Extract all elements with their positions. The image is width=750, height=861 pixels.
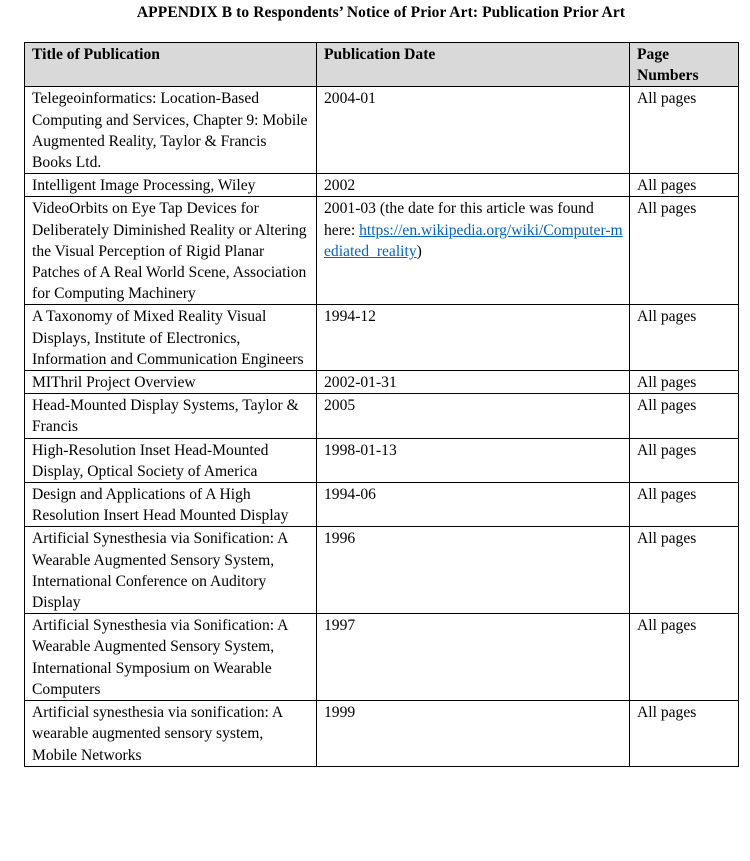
publication-date-cell: 1994-06 <box>317 483 630 527</box>
publication-title-cell: VideoOrbits on Eye Tap Devices for Deliberately Diminished Reality or Altering the Visual Perception of Rigid Planar Patches of A Real World Scene, Association for Computing Machinery <box>25 197 317 305</box>
publication-title-cell: A Taxonomy of Mixed Reality Visual Displays, Institute of Electronics, Information and Communication Engineers <box>25 305 317 371</box>
table-row <box>25 701 739 767</box>
table-row <box>25 394 739 438</box>
publication-date-cell: 2005 <box>317 394 630 438</box>
page-numbers-cell: All pages <box>630 197 739 305</box>
publication-date-cell: 1996 <box>317 527 630 614</box>
table-row <box>25 305 739 371</box>
publication-title-cell: High-Resolution Inset Head-Mounted Display, Optical Society of America <box>25 438 317 482</box>
publication-title-cell: MIThril Project Overview <box>25 371 317 394</box>
publication-date-cell: 1998-01-13 <box>317 438 630 482</box>
publication-title-cell: Artificial Synesthesia via Sonification: A Wearable Augmented Sensory System, International Conference on Auditory Display <box>25 527 317 614</box>
column-header-date: Publication Date <box>317 43 630 87</box>
page-numbers-cell: All pages <box>630 438 739 482</box>
table-row <box>25 174 739 197</box>
publication-date-cell: 1994-12 <box>317 305 630 371</box>
column-header-title: Title of Publication <box>25 43 317 87</box>
publication-date-cell: 2004-01 <box>317 87 630 174</box>
table-row <box>25 197 739 305</box>
publication-date-cell <box>317 197 630 305</box>
table-row <box>25 438 739 482</box>
publication-title-cell: Intelligent Image Processing, Wiley <box>25 174 317 197</box>
table-header-row <box>25 43 739 87</box>
publication-title-cell: Head-Mounted Display Systems, Taylor & Francis <box>25 394 317 438</box>
page-numbers-cell: All pages <box>630 305 739 371</box>
wikipedia-source-link[interactable]: https://en.wikipedia.org/wiki/Computer-mediated_reality <box>324 221 623 260</box>
table-row <box>25 371 739 394</box>
prior-art-table <box>24 42 739 767</box>
publication-date-cell: 1999 <box>317 701 630 767</box>
table-row <box>25 483 739 527</box>
page-title: APPENDIX B to Respondents’ Notice of Prior Art: Publication Prior Art <box>136 4 626 21</box>
page-numbers-cell: All pages <box>630 701 739 767</box>
page-numbers-cell: All pages <box>630 614 739 701</box>
page-numbers-cell: All pages <box>630 527 739 614</box>
publication-title-cell: Artificial synesthesia via sonification: A wearable augmented sensory system, Mobile Networks <box>25 701 317 767</box>
page-numbers-cell: All pages <box>630 371 739 394</box>
page-numbers-cell: All pages <box>630 483 739 527</box>
publication-date-text: 2001-03 (the date for this article was found here: <box>324 200 594 239</box>
publication-date-suffix: ) <box>416 242 422 260</box>
column-header-pages: Page Numbers <box>630 43 739 87</box>
publication-date-cell: 1997 <box>317 614 630 701</box>
page-numbers-cell: All pages <box>630 87 739 174</box>
publication-date-cell: 2002-01-31 <box>317 371 630 394</box>
page-numbers-cell: All pages <box>630 394 739 438</box>
publication-title-cell: Design and Applications of A High Resolution Insert Head Mounted Display <box>25 483 317 527</box>
publication-date-cell: 2002 <box>317 174 630 197</box>
table-row <box>25 527 739 614</box>
publication-title-cell: Artificial Synesthesia via Sonification: A Wearable Augmented Sensory System, International Symposium on Wearable Computers <box>25 614 317 701</box>
page-numbers-cell: All pages <box>630 174 739 197</box>
table-row <box>25 614 739 701</box>
table-row <box>25 87 739 174</box>
publication-title-cell: Telegeoinformatics: Location-Based Computing and Services, Chapter 9: Mobile Augmented Reality, Taylor & Francis Books Ltd. <box>25 87 317 174</box>
